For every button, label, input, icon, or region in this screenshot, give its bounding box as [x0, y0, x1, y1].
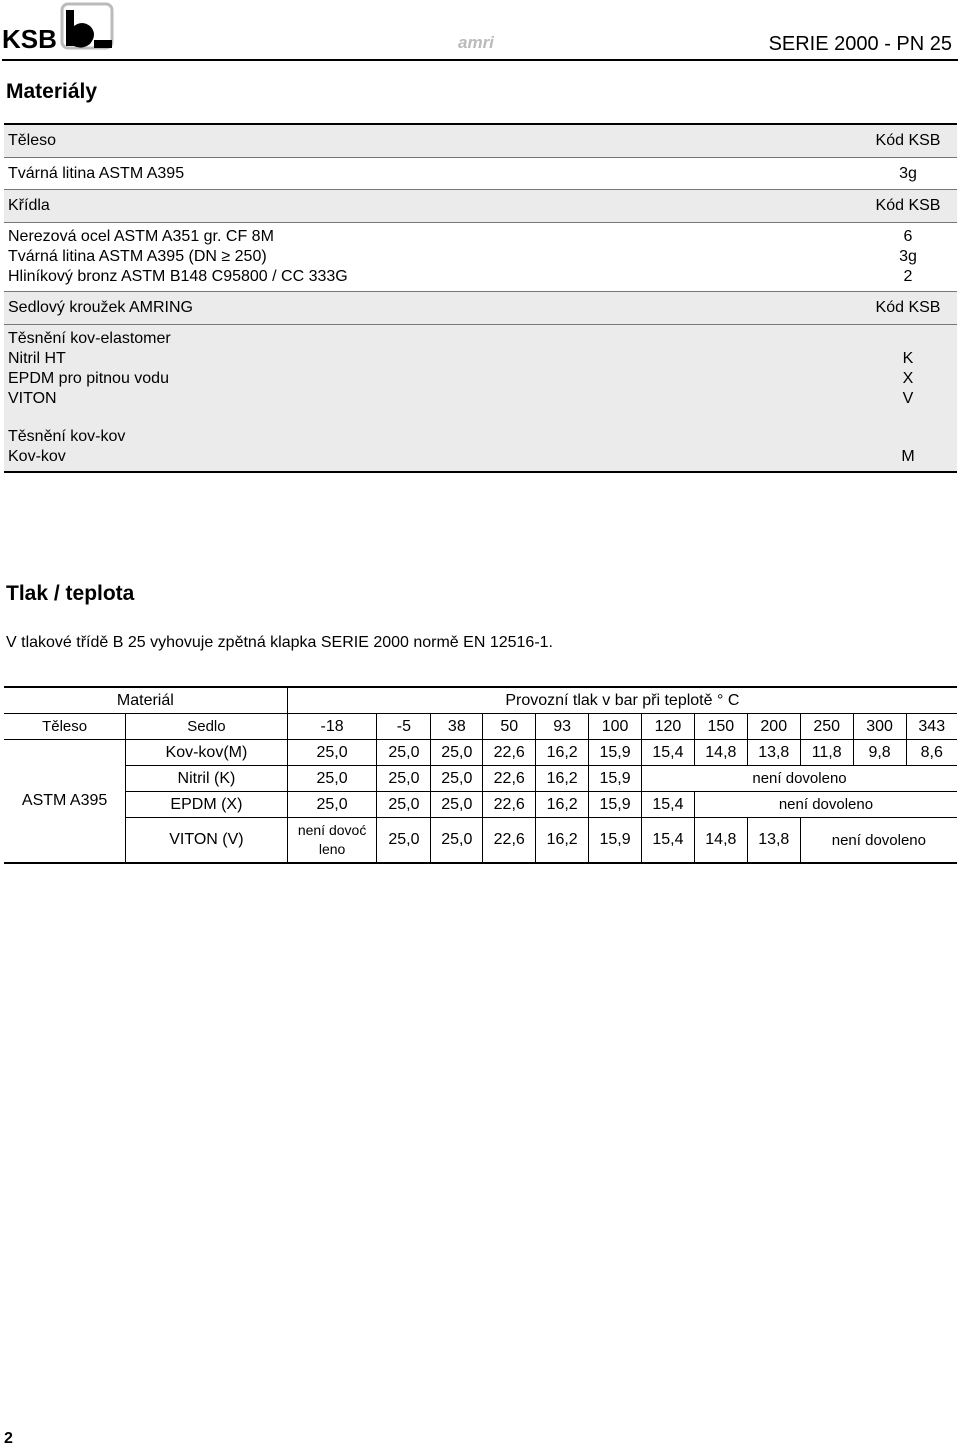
disc-code: 6 — [903, 228, 913, 245]
pressure-value: 25,0 — [431, 792, 483, 818]
disc-material: Tvárná litina ASTM A395 (DN ≥ 250) — [8, 248, 267, 265]
temp-header: 38 — [431, 714, 483, 740]
body-header: Těleso — [8, 132, 57, 149]
pressure-value: 25,0 — [377, 740, 431, 766]
pressure-value: 15,4 — [642, 818, 695, 864]
pressure-value: 22,6 — [483, 740, 536, 766]
body-col-header: Těleso — [4, 714, 126, 740]
seal-material: Nitril HT — [8, 350, 66, 367]
pressure-value: 11,8 — [800, 740, 853, 766]
disc-material: Nerezová ocel ASTM A351 gr. CF 8M — [8, 228, 274, 245]
header-divider — [2, 59, 958, 61]
temp-header: 343 — [906, 714, 957, 740]
seal-metal-header: Těsnění kov-kov — [8, 428, 126, 445]
temp-header: 50 — [483, 714, 536, 740]
temp-header: 120 — [642, 714, 695, 740]
seat-header-row — [4, 292, 957, 325]
temp-header: 250 — [800, 714, 853, 740]
pressure-header: Provozní tlak v bar při teplotě ° C — [287, 687, 957, 714]
material-header: Materiál — [4, 687, 287, 714]
amri-logo: amri — [458, 33, 494, 52]
disc-header-row — [4, 190, 957, 223]
pressure-value: 15,9 — [589, 766, 642, 792]
disc-code: 2 — [903, 268, 913, 285]
seal-code: K — [902, 350, 914, 367]
seal-code: X — [902, 370, 914, 387]
pressure-value: 25,0 — [377, 818, 431, 864]
not-allowed-cell: není dovoleno — [642, 766, 958, 792]
pressure-value: 15,4 — [642, 792, 695, 818]
body-material-cell: ASTM A395 — [4, 740, 126, 864]
disc-header: Křídla — [8, 197, 50, 214]
temp-header: 93 — [536, 714, 589, 740]
page-number: 2 — [4, 1430, 13, 1447]
temp-header: 150 — [694, 714, 747, 740]
seal-metal-code: M — [901, 448, 915, 465]
disc-materials-row — [4, 223, 957, 292]
pressure-value: 25,0 — [287, 740, 377, 766]
pressure-value: 16,2 — [536, 766, 589, 792]
pressure-value: 13,8 — [747, 818, 800, 864]
pressure-value: 22,6 — [483, 792, 536, 818]
pressure-value: 25,0 — [377, 792, 431, 818]
code-header: Kód KSB — [875, 299, 941, 316]
page-header — [0, 0, 960, 62]
pressure-value: 16,2 — [536, 740, 589, 766]
seal-material: EPDM pro pitnou vodu — [8, 370, 169, 387]
disc-code: 3g — [899, 248, 917, 265]
body-code: 3g — [899, 164, 917, 182]
materials-table — [4, 123, 957, 473]
seat-material-cell: VITON (V) — [126, 818, 288, 864]
temp-header: 100 — [589, 714, 642, 740]
seat-material-cell: Nitril (K) — [126, 766, 288, 792]
seat-material-cell: Kov-kov(M) — [126, 740, 288, 766]
pressure-value: 25,0 — [431, 818, 483, 864]
pressure-temperature-table — [4, 686, 957, 864]
temp-header: -5 — [377, 714, 431, 740]
pressure-note: V tlakové třídě B 25 vyhovuje zpětná klapka SERIE 2000 normě EN 12516-1. — [6, 634, 553, 651]
materials-heading: Materiály — [6, 80, 98, 103]
pressure-value: 15,9 — [589, 818, 642, 864]
pressure-value: 8,6 — [906, 740, 957, 766]
pressure-value: 22,6 — [483, 818, 536, 864]
not-allowed-cell: není dovoleno — [800, 818, 957, 864]
svg-text:KSB: KSB — [2, 24, 57, 52]
seal-block — [4, 325, 957, 473]
seal-metal-material: Kov-kov — [8, 448, 66, 465]
code-header: Kód KSB — [875, 132, 941, 149]
pressure-value: 25,0 — [431, 740, 483, 766]
seal-elastomer-header: Těsnění kov-elastomer — [8, 330, 171, 347]
seat-header: Sedlový kroužek AMRING — [8, 299, 193, 316]
body-material-row — [4, 158, 957, 190]
pressure-value: 15,4 — [642, 740, 695, 766]
temp-header: -18 — [287, 714, 377, 740]
seal-code: V — [902, 390, 914, 407]
seat-col-header: Sedlo — [126, 714, 288, 740]
not-allowed-cell: není dovoć leno — [287, 818, 377, 864]
series-title: SERIE 2000 - PN 25 — [768, 33, 952, 55]
disc-material: Hliníkový bronz ASTM B148 C95800 / CC 333G — [8, 268, 348, 285]
ksb-logo — [2, 2, 120, 52]
temp-header: 300 — [853, 714, 906, 740]
pressure-value: 14,8 — [694, 818, 747, 864]
temp-header: 200 — [747, 714, 800, 740]
pressure-value: 22,6 — [483, 766, 536, 792]
pressure-heading: Tlak / teplota — [6, 582, 135, 605]
pressure-value: 25,0 — [287, 766, 377, 792]
pressure-value: 9,8 — [853, 740, 906, 766]
pressure-value: 25,0 — [377, 766, 431, 792]
pressure-value: 15,9 — [589, 740, 642, 766]
body-material: Tvárná litina ASTM A395 — [8, 164, 185, 182]
code-header: Kód KSB — [875, 197, 941, 214]
body-header-row — [4, 125, 957, 158]
pressure-value: 25,0 — [431, 766, 483, 792]
pressure-value: 16,2 — [536, 818, 589, 864]
pressure-value: 15,9 — [589, 792, 642, 818]
seal-material: VITON — [8, 390, 57, 407]
not-allowed-cell: není dovoleno — [694, 792, 957, 818]
pressure-value: 25,0 — [287, 792, 377, 818]
seat-material-cell: EPDM (X) — [126, 792, 288, 818]
pressure-value: 13,8 — [747, 740, 800, 766]
pressure-value: 14,8 — [694, 740, 747, 766]
pressure-value: 16,2 — [536, 792, 589, 818]
